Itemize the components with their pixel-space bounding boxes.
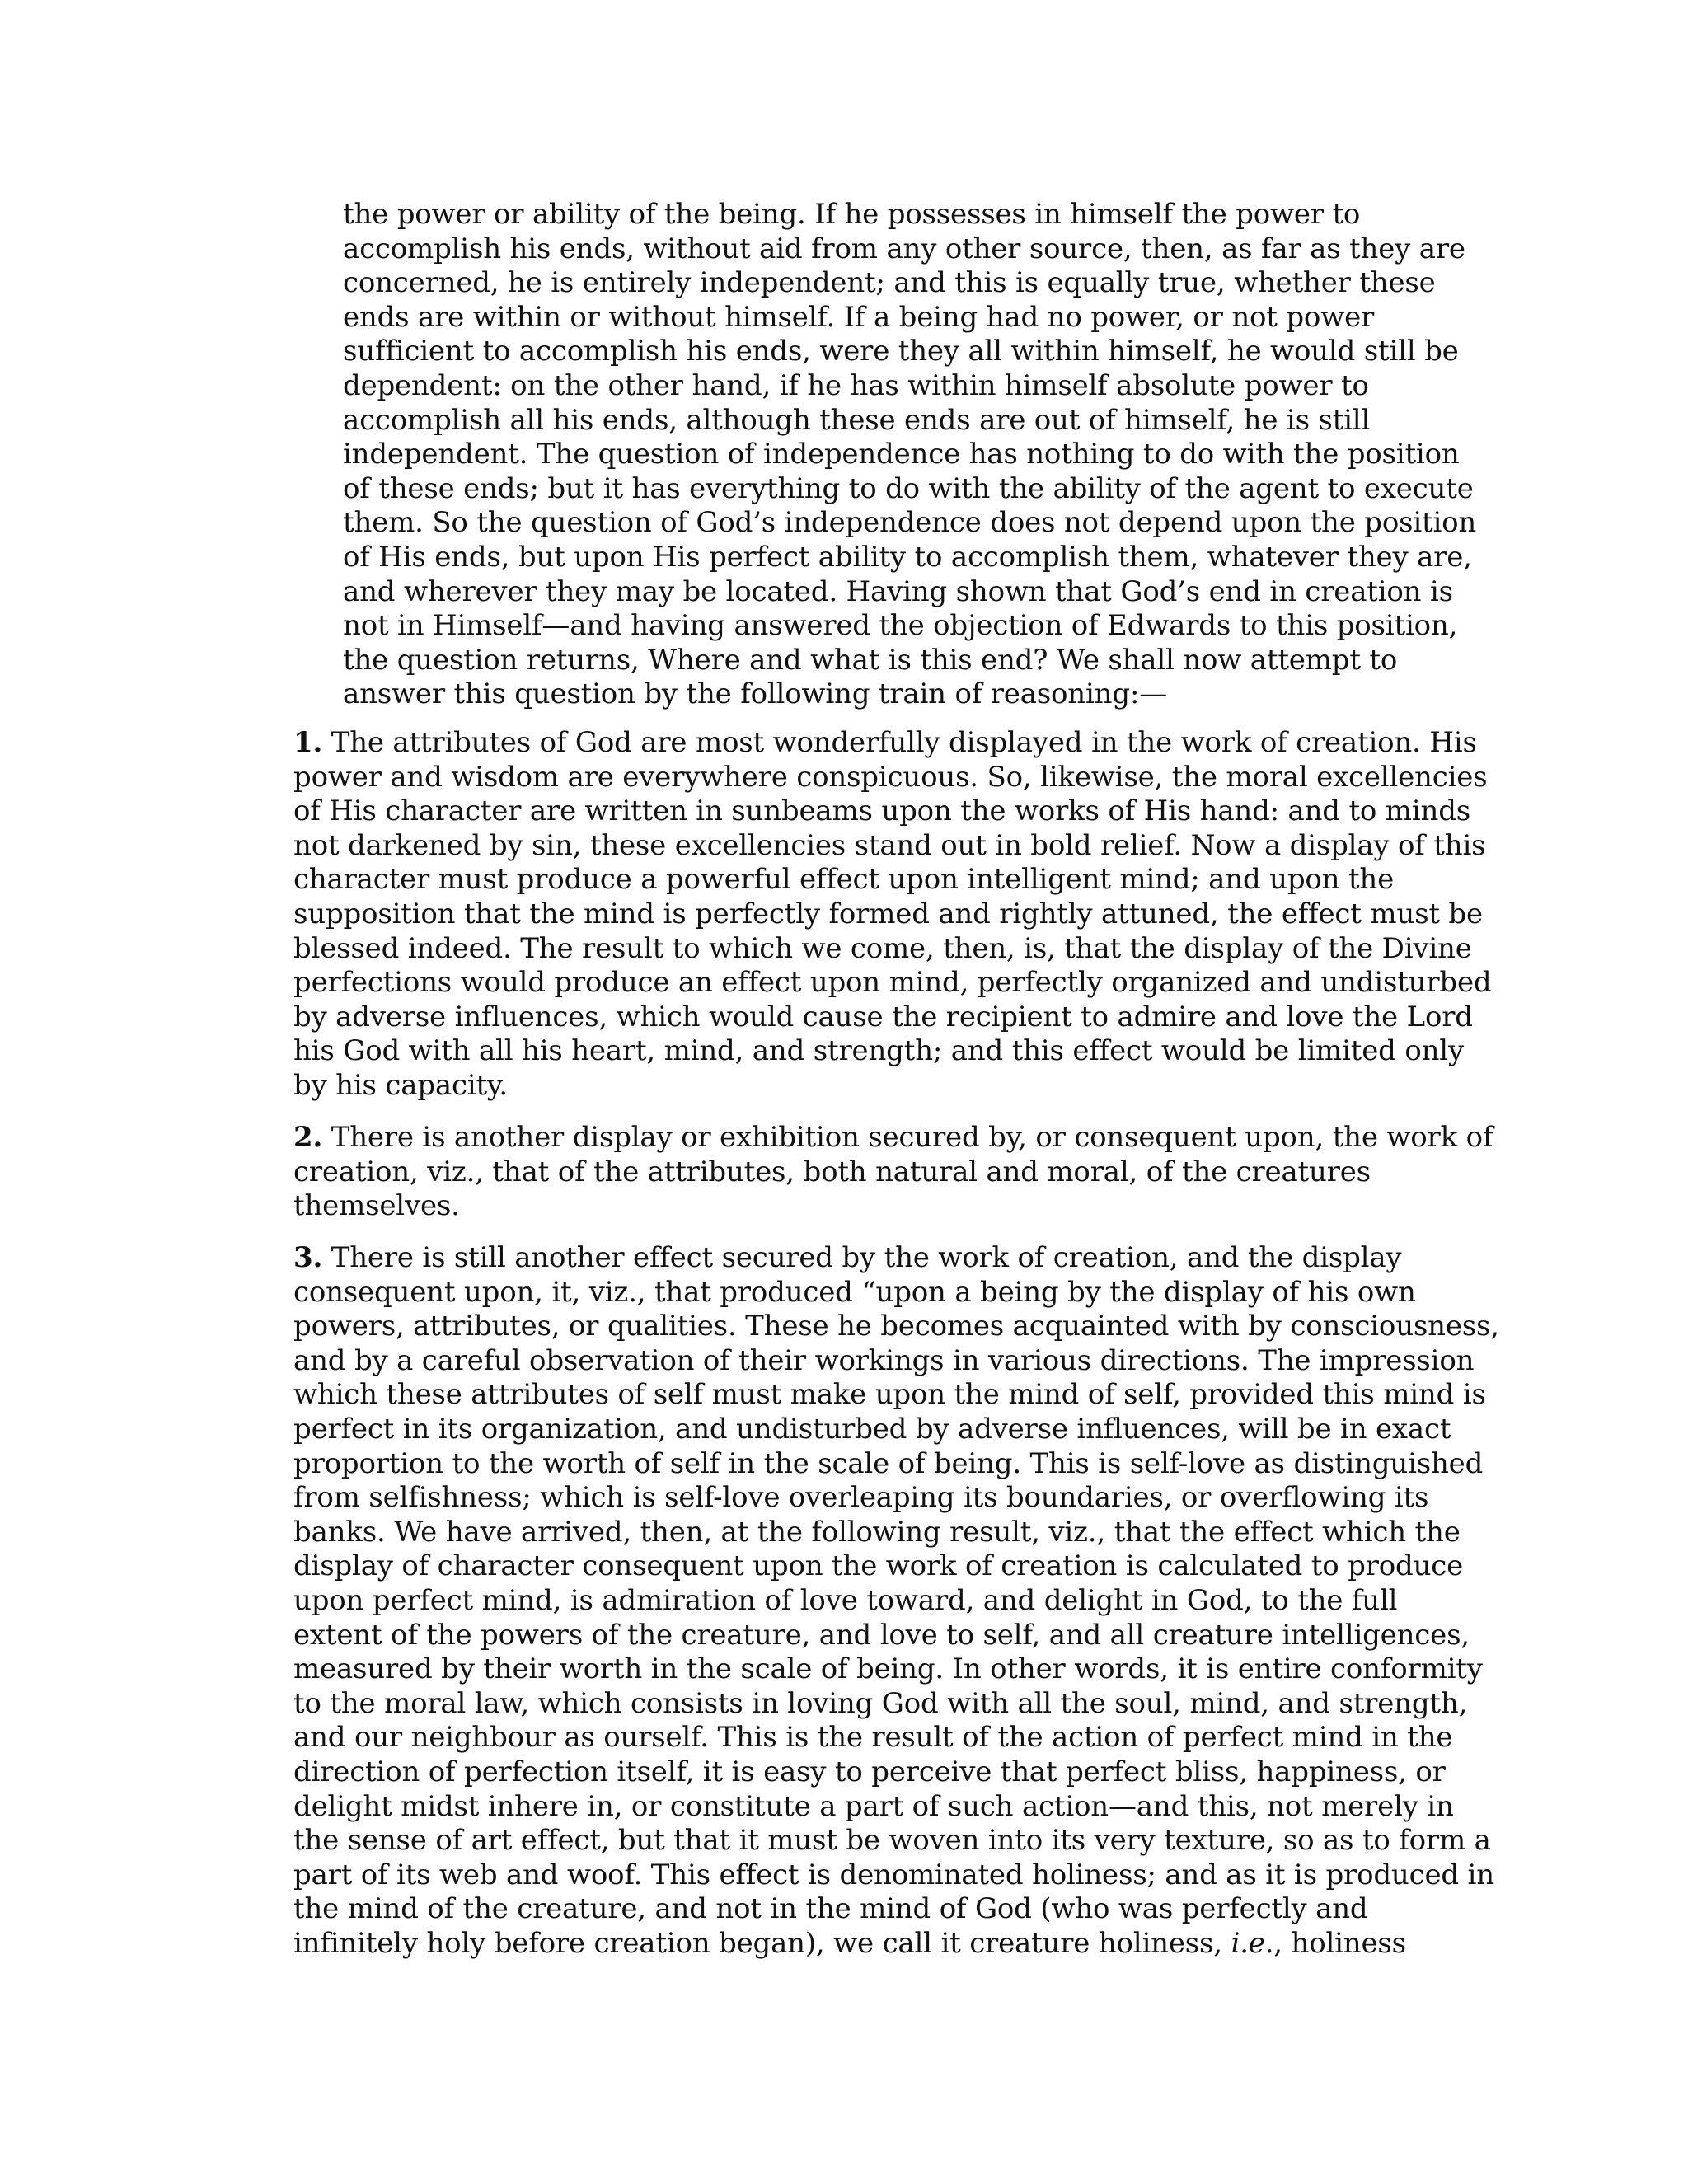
text-line: delight midst inhere in, or constitute a part of such action—and this, not merely in [293,1789,1454,1823]
point-number: 2. [293,1121,323,1154]
numbered-point-1 [293,726,1491,1104]
text-line: consequent upon, it, viz., that produced “upon a being by the display of his own [293,1275,1416,1309]
numbered-point-3 [293,1241,1499,1961]
text-line: power and wisdom are everywhere conspicuous. So, likewise, the moral excellencies [293,760,1488,794]
text-line: dependent: on the other hand, if he has within himself absolute power to [343,368,1369,402]
text-line: of His ends, but upon His perfect ability to accomplish them, whatever they are, [343,540,1472,574]
text-line: them. So the question of God’s independence does not depend upon the position [343,506,1477,540]
text-line [293,1241,1499,1276]
text-line: part of its web and woof. This effect is denominated holiness; and as it is produced in [293,1858,1494,1891]
text-line: his God with all his heart, mind, and strength; and this effect would be limited only [293,1034,1464,1068]
text-line: banks. We have arrived, then, at the following result, viz., that the effect which the [293,1515,1461,1549]
text-line: themselves. [293,1189,460,1223]
text-line: blessed indeed. The result to which we come, then, is, that the display of the Divine [293,931,1472,965]
text-line: ends are within or without himself. If a being had no power, or not power [343,300,1375,334]
text-line: accomplish his ends, without aid from any other source, then, as far as they are [343,232,1465,265]
text-line: upon perfect mind, is admiration of love toward, and delight in God, to the full [293,1583,1398,1617]
text-line: extent of the powers of the creature, and love to self, and all creature intelligences, [293,1618,1470,1652]
point-number: 3. [293,1241,323,1274]
text-line: to the moral law, which consists in loving God with all the soul, mind, and strength, [293,1686,1468,1720]
text-line: direction of perfection itself, it is easy to perceive that perfect bliss, happiness, or [293,1755,1446,1788]
text-line: answer this question by the following train of reasoning:— [343,677,1167,711]
text-line: the sense of art effect, but that it must be woven into its very texture, so as to form a [293,1824,1491,1858]
text-line: of these ends; but it has everything to do with the ability of the agent to execute [343,471,1474,505]
text-line: character must produce a powerful effect upon intelligent mind; and upon the [293,863,1395,897]
text-line: the mind of the creature, and not in the mind of God (who was perfectly and [293,1892,1368,1926]
text-line: display of character consequent upon the work of creation is calculated to produce [293,1549,1464,1583]
numbered-point-2 [293,1121,1493,1224]
text-line: accomplish all his ends, although these ends are out of himself, he is still [343,403,1371,437]
text-line: by adverse influences, which would cause the recipient to admire and love the Lord [293,1000,1473,1033]
text-run: , holiness [1273,1926,1406,1960]
text-line: proportion to the worth of self in the scale of being. This is self-love as distinguished [293,1446,1484,1480]
text-line: creation, viz., that of the attributes, both natural and moral, of the creatures [293,1155,1371,1188]
text-line: perfections would produce an effect upon mind, perfectly organized and undisturbed [293,966,1492,1000]
text-run: infinitely holy before creation began), we call it creature holiness, [293,1926,1231,1960]
italic-abbreviation: i.e. [1231,1926,1274,1960]
text-line: and our neighbour as ourself. This is the result of the action of perfect mind in the [293,1721,1453,1755]
text-line: by his capacity. [293,1068,509,1102]
text-line: from selfishness; which is self-love overleaping its boundaries, or overflowing its [293,1481,1429,1515]
text-line: perfect in its organization, and undisturbed by adverse influences, will be in exact [293,1412,1451,1446]
continued-paragraph [343,198,1476,712]
text-line: the question returns, Where and what is this end? We shall now attempt to [343,643,1398,677]
text-line: measured by their worth in the scale of being. In other words, it is entire conformity [293,1652,1483,1686]
text-line: sufficient to accomplish his ends, were they all within himself, he would still be [343,335,1459,368]
text-line: and wherever they may be located. Having shown that God’s end in creation is [343,574,1453,608]
text-run: The attributes of God are most wonderfully displayed in the work of creation. His [322,726,1477,759]
text-line: concerned, he is entirely independent; and this is equally true, whether these [343,266,1436,300]
text-line: of His character are written in sunbeams upon the works of His hand: and to minds [293,794,1471,828]
text-line: not darkened by sin, these excellencies stand out in bold relief. Now a display of this [293,828,1486,862]
text-line: independent. The question of independence has nothing to do with the position [343,438,1460,471]
text-line [293,1121,1493,1155]
text-line [293,726,1491,761]
text-line: and by a careful observation of their workings in various directions. The impression [293,1343,1475,1377]
point-number: 1. [293,726,323,759]
text-line: supposition that the mind is perfectly formed and rightly attuned, the effect must be [293,897,1483,930]
text-line [293,1927,1499,1961]
text-run: There is still another effect secured by the work of creation, and the display [322,1241,1402,1274]
text-line: which these attributes of self must make upon the mind of self, provided this mind is [293,1378,1486,1412]
text-line: not in Himself—and having answered the objection of Edwards to this position, [343,609,1458,643]
text-run: There is another display or exhibition secured by, or consequent upon, the work of [322,1121,1493,1154]
text-line: powers, attributes, or qualities. These he becomes acquainted with by consciousness, [293,1310,1499,1343]
text-line: the power or ability of the being. If he possesses in himself the power to [343,198,1361,231]
